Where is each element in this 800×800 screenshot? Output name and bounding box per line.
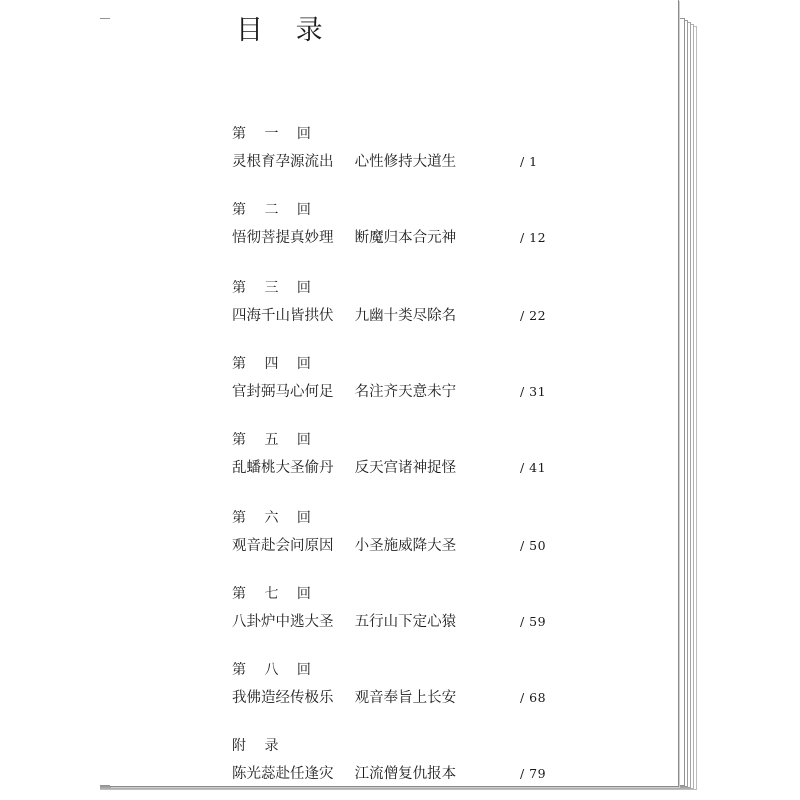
chapter-title-row	[232, 152, 562, 172]
page-number: / 22	[520, 308, 547, 323]
toc-entry[interactable]	[232, 354, 562, 402]
page-number: / 31	[520, 384, 547, 399]
chapter-label: 第 四 回	[232, 356, 318, 372]
page-title: 目 录	[236, 15, 335, 46]
chapter-label: 第 二 回	[232, 202, 318, 218]
chapter-label: 第 八 回	[232, 662, 318, 678]
toc-entry[interactable]	[232, 200, 562, 248]
toc-entry[interactable]	[232, 660, 562, 708]
chapter-title-second-line: 断魔归本合元神	[354, 230, 457, 246]
chapter-title-row	[232, 764, 562, 784]
chapter-title-first-line: 官封弼马心何足	[232, 384, 334, 400]
chapter-title-second-line: 观音奉旨上长安	[354, 690, 457, 706]
toc-entry[interactable]	[232, 430, 562, 478]
chapter-title-row	[232, 612, 562, 632]
page-number: / 59	[520, 614, 547, 629]
chapter-title-second-line: 九幽十类尽除名	[354, 308, 457, 324]
chapter-label: 第 三 回	[232, 280, 318, 296]
chapter-label: 第 五 回	[232, 432, 318, 448]
page-number: / 68	[520, 690, 547, 705]
chapter-title-first-line: 四海千山皆拱伏	[232, 308, 334, 324]
page-number: / 79	[520, 766, 547, 781]
book-page	[110, 0, 679, 787]
chapter-title-first-line: 我佛造经传极乐	[232, 690, 334, 706]
chapter-title-row	[232, 458, 562, 478]
page-number: / 41	[520, 460, 547, 475]
toc-entry[interactable]	[232, 508, 562, 556]
chapter-title-second-line: 心性修持大道生	[354, 154, 457, 170]
chapter-title-row	[232, 306, 562, 326]
chapter-label: 第 七 回	[232, 586, 318, 602]
chapter-label: 第 六 回	[232, 510, 318, 526]
chapter-title-first-line: 乱蟠桃大圣偷丹	[232, 460, 334, 476]
toc-entry[interactable]	[232, 278, 562, 326]
chapter-title-first-line: 灵根育孕源流出	[232, 154, 334, 170]
toc-entry[interactable]	[232, 584, 562, 632]
toc-entry[interactable]	[232, 124, 562, 172]
chapter-title-second-line: 名注齐天意未宁	[354, 384, 457, 400]
chapter-title-second-line: 反天宫诸神捉怪	[354, 460, 457, 476]
chapter-title-first-line: 八卦炉中逃大圣	[232, 614, 334, 630]
chapter-title-first-line: 观音赴会问原因	[232, 538, 334, 554]
chapter-title-first-line: 悟彻菩提真妙理	[232, 230, 334, 246]
chapter-title-row	[232, 536, 562, 556]
chapter-title-second-line: 五行山下定心猿	[354, 614, 457, 630]
chapter-title-second-line: 江流僧复仇报本	[354, 766, 457, 782]
chapter-title-row	[232, 228, 562, 248]
chapter-label: 第 一 回	[232, 126, 318, 142]
chapter-title-first-line: 陈光蕊赴任逢灾	[232, 766, 334, 782]
chapter-title-row	[232, 688, 562, 708]
chapter-title-second-line: 小圣施威降大圣	[354, 538, 457, 554]
page-number: / 50	[520, 538, 547, 553]
chapter-label: 附 录	[232, 738, 286, 754]
toc-entry-appendix[interactable]	[232, 736, 562, 784]
chapter-title-row	[232, 382, 562, 402]
page-number: / 1	[520, 154, 538, 169]
page-number: / 12	[520, 230, 547, 245]
